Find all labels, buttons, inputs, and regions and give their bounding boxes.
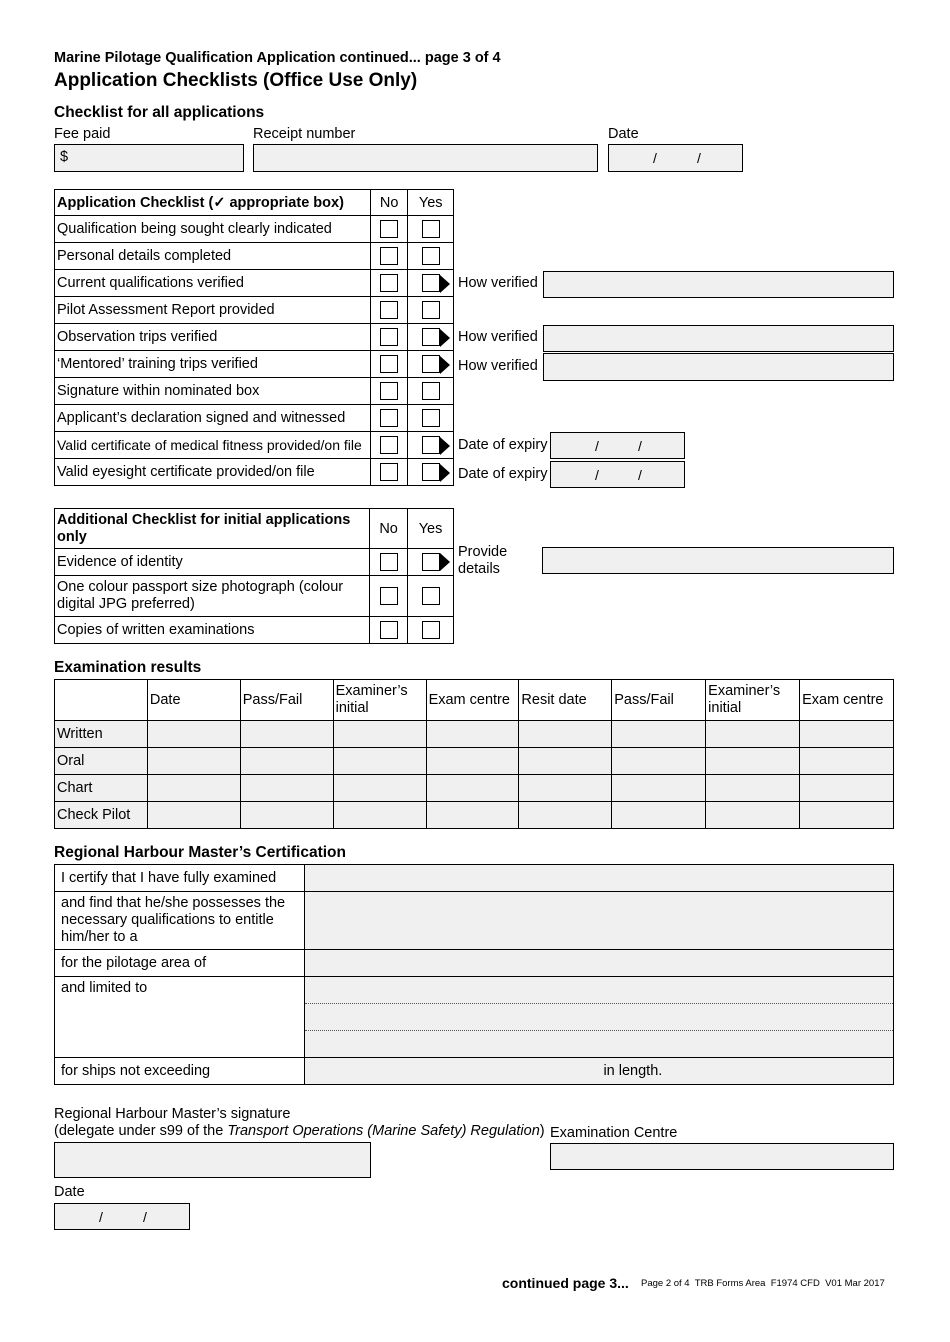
- exam-cell[interactable]: [240, 721, 333, 748]
- limited-to-line[interactable]: [305, 977, 893, 1004]
- yes-checkbox[interactable]: [422, 355, 440, 373]
- receipt-number-label: Receipt number: [253, 126, 356, 142]
- exam-cell[interactable]: [612, 721, 706, 748]
- arrow-right-icon: [440, 437, 450, 455]
- signature-delegate-label: (delegate under s99 of the Transport Operations (Marine Safety) Regulation): [54, 1123, 545, 1139]
- exam-row: [55, 775, 894, 802]
- yes-checkbox[interactable]: [422, 587, 440, 605]
- exam-row-label: Check Pilot: [55, 802, 148, 829]
- date-separator: /: [638, 438, 642, 454]
- fee-paid-label: Fee paid: [54, 126, 111, 142]
- checklist-item: Qualification being sought clearly indicated: [55, 216, 371, 243]
- application-checklist-table: [54, 189, 454, 486]
- exam-column-header: Pass/Fail: [240, 680, 333, 721]
- exam-column-header: Pass/Fail: [612, 680, 706, 721]
- fee-date-field[interactable]: [608, 144, 743, 172]
- cert-qualification-field[interactable]: [304, 892, 893, 950]
- dollar-prefix: $: [60, 149, 69, 165]
- no-column-header: No: [370, 509, 408, 549]
- date-separator: /: [143, 1209, 147, 1225]
- no-checkbox[interactable]: [380, 247, 398, 265]
- exam-cell[interactable]: [147, 721, 240, 748]
- yes-checkbox[interactable]: [422, 553, 440, 571]
- cert-row-label: and find that he/she possesses the necessary qualifications to entitle him/her to a: [55, 892, 305, 950]
- yes-checkbox[interactable]: [422, 463, 440, 481]
- exam-cell[interactable]: [333, 802, 426, 829]
- cert-pilotage-area-field[interactable]: [304, 950, 893, 977]
- exam-row: [55, 721, 894, 748]
- exam-row-label: Written: [55, 721, 148, 748]
- date-of-expiry-label: Date of expiry: [458, 437, 548, 453]
- yes-column-header: Yes: [408, 509, 454, 549]
- exam-cell[interactable]: [147, 748, 240, 775]
- no-checkbox[interactable]: [380, 328, 398, 346]
- checklist-item: Observation trips verified: [55, 324, 371, 351]
- exam-cell[interactable]: [240, 802, 333, 829]
- no-checkbox[interactable]: [380, 382, 398, 400]
- exam-cell[interactable]: [612, 748, 706, 775]
- limited-to-line[interactable]: [305, 1031, 893, 1056]
- signature-date-field[interactable]: [54, 1203, 190, 1230]
- section-title-all-applications: Checklist for all applications: [54, 104, 265, 121]
- yes-checkbox[interactable]: [422, 274, 440, 292]
- exam-cell[interactable]: [612, 775, 706, 802]
- eyesight-expiry-date-field[interactable]: [550, 461, 685, 488]
- checklist-item: Valid eyesight certificate provided/on file: [55, 459, 371, 486]
- footer-meta: Page 2 of 4 TRB Forms Area F1974 CFD V01 Mar 2017: [641, 1278, 885, 1289]
- yes-checkbox[interactable]: [422, 436, 440, 454]
- exam-row-label: Chart: [55, 775, 148, 802]
- checklist-item: Current qualifications verified: [55, 270, 371, 297]
- checklist-heading: Application Checklist (✓ appropriate box): [55, 190, 371, 216]
- exam-column-header: Resit date: [519, 680, 612, 721]
- page-title: Application Checklists (Office Use Only): [54, 70, 418, 91]
- exam-cell[interactable]: [706, 802, 800, 829]
- checklist-item: Personal details completed: [55, 243, 371, 270]
- how-verified-label: How verified: [458, 329, 538, 345]
- arrow-right-icon: [440, 356, 450, 374]
- no-checkbox[interactable]: [380, 220, 398, 238]
- date-separator: /: [638, 467, 642, 483]
- exam-column-header: Exam centre: [800, 680, 894, 721]
- exam-cell[interactable]: [519, 775, 612, 802]
- yes-checkbox[interactable]: [422, 409, 440, 427]
- exam-cell[interactable]: [426, 721, 519, 748]
- how-verified-label: How verified: [458, 358, 538, 374]
- additional-checklist-table: [54, 508, 454, 644]
- date-separator: /: [99, 1209, 103, 1225]
- arrow-right-icon: [440, 553, 450, 571]
- yes-checkbox[interactable]: [422, 301, 440, 319]
- no-column-header: No: [370, 190, 408, 216]
- date-label: Date: [608, 126, 639, 142]
- no-checkbox[interactable]: [380, 553, 398, 571]
- limited-to-line[interactable]: [305, 1004, 893, 1031]
- no-checkbox[interactable]: [380, 463, 398, 481]
- arrow-right-icon: [440, 464, 450, 482]
- date-separator: /: [595, 438, 599, 454]
- medical-expiry-date-field[interactable]: [550, 432, 685, 459]
- provide-details-label: Provide details: [458, 544, 508, 577]
- no-checkbox[interactable]: [380, 409, 398, 427]
- additional-item: One colour passport size photograph (colour digital JPG preferred): [55, 576, 370, 617]
- yes-checkbox[interactable]: [422, 328, 440, 346]
- date-of-expiry-label: Date of expiry: [458, 466, 548, 482]
- exam-cell[interactable]: [706, 775, 800, 802]
- exam-cell[interactable]: [333, 721, 426, 748]
- exam-cell[interactable]: [240, 748, 333, 775]
- exam-cell[interactable]: [147, 802, 240, 829]
- exam-cell[interactable]: [519, 721, 612, 748]
- examination-centre-label: Examination Centre: [550, 1125, 678, 1141]
- yes-checkbox[interactable]: [422, 382, 440, 400]
- arrow-right-icon: [440, 275, 450, 293]
- exam-row: [55, 748, 894, 775]
- date-separator: /: [595, 467, 599, 483]
- exam-cell[interactable]: [612, 802, 706, 829]
- certification-title: Regional Harbour Master’s Certification: [54, 844, 346, 861]
- signature-label: Regional Harbour Master’s signature: [54, 1106, 291, 1122]
- in-length-label: in length.: [603, 1063, 663, 1079]
- examination-results-title: Examination results: [54, 659, 202, 676]
- exam-cell[interactable]: [800, 721, 894, 748]
- exam-cell[interactable]: [333, 748, 426, 775]
- receipt-number-field[interactable]: [253, 144, 598, 172]
- exam-cell[interactable]: [519, 802, 612, 829]
- exam-cell[interactable]: [706, 748, 800, 775]
- cert-row-label: for ships not exceeding: [55, 1058, 305, 1085]
- arrow-right-icon: [440, 329, 450, 347]
- no-checkbox[interactable]: [380, 436, 398, 454]
- exam-cell[interactable]: [706, 721, 800, 748]
- page-continued-header: Marine Pilotage Qualification Application continued... page 3 of 4: [54, 50, 501, 66]
- exam-cell[interactable]: [800, 802, 894, 829]
- additional-item: Copies of written examinations: [55, 617, 370, 644]
- checklist-item: ‘Mentored’ training trips verified: [55, 351, 371, 378]
- exam-cell[interactable]: [426, 775, 519, 802]
- yes-column-header: Yes: [408, 190, 454, 216]
- fee-paid-field[interactable]: [54, 144, 244, 172]
- exam-cell[interactable]: [800, 748, 894, 775]
- additional-item: Evidence of identity: [55, 549, 370, 576]
- checklist-item: Signature within nominated box: [55, 378, 371, 405]
- cert-row-label: I certify that I have fully examined: [55, 865, 305, 892]
- cert-examined-name-field[interactable]: [304, 865, 893, 892]
- date-separator: /: [653, 150, 657, 166]
- signature-date-label: Date: [54, 1184, 85, 1200]
- footer-continued: continued page 3...: [502, 1275, 629, 1291]
- exam-column-header: Date: [147, 680, 240, 721]
- exam-cell[interactable]: [240, 775, 333, 802]
- exam-cell[interactable]: [333, 775, 426, 802]
- no-checkbox[interactable]: [380, 301, 398, 319]
- yes-checkbox[interactable]: [422, 220, 440, 238]
- exam-column-header: Examiner’s initial: [706, 680, 800, 721]
- examination-results-table: [54, 679, 894, 829]
- exam-row-label: Oral: [55, 748, 148, 775]
- examination-centre-field[interactable]: [550, 1143, 894, 1170]
- cert-row-label: for the pilotage area of: [55, 950, 305, 977]
- no-checkbox[interactable]: [380, 621, 398, 639]
- certification-table: [54, 864, 894, 1085]
- cert-limited-to-field[interactable]: [304, 977, 893, 1058]
- checklist-item: Valid certificate of medical fitness provided/on file: [55, 432, 371, 459]
- exam-row: [55, 802, 894, 829]
- provide-details-field[interactable]: [542, 547, 894, 574]
- how-verified-mentored-field[interactable]: [543, 353, 894, 381]
- how-verified-qualifications-field[interactable]: [543, 271, 894, 298]
- exam-cell[interactable]: [426, 802, 519, 829]
- checklist-item: Applicant’s declaration signed and witnessed: [55, 405, 371, 432]
- no-checkbox[interactable]: [380, 274, 398, 292]
- how-verified-label: How verified: [458, 275, 538, 291]
- date-separator: /: [697, 150, 701, 166]
- no-checkbox[interactable]: [380, 355, 398, 373]
- yes-checkbox[interactable]: [422, 621, 440, 639]
- tick-icon: ✓: [213, 194, 226, 211]
- yes-checkbox[interactable]: [422, 247, 440, 265]
- exam-column-header: Exam centre: [426, 680, 519, 721]
- cert-ship-length-field[interactable]: [304, 1058, 893, 1085]
- exam-header-empty: [55, 680, 148, 721]
- cert-row-label: and limited to: [55, 977, 305, 1058]
- no-checkbox[interactable]: [380, 587, 398, 605]
- exam-cell[interactable]: [426, 748, 519, 775]
- signature-field[interactable]: [54, 1142, 371, 1178]
- how-verified-observation-field[interactable]: [543, 325, 894, 352]
- exam-cell[interactable]: [800, 775, 894, 802]
- exam-cell[interactable]: [519, 748, 612, 775]
- additional-checklist-heading: Additional Checklist for initial applications only: [55, 509, 370, 549]
- exam-column-header: Examiner’s initial: [333, 680, 426, 721]
- exam-cell[interactable]: [147, 775, 240, 802]
- checklist-item: Pilot Assessment Report provided: [55, 297, 371, 324]
